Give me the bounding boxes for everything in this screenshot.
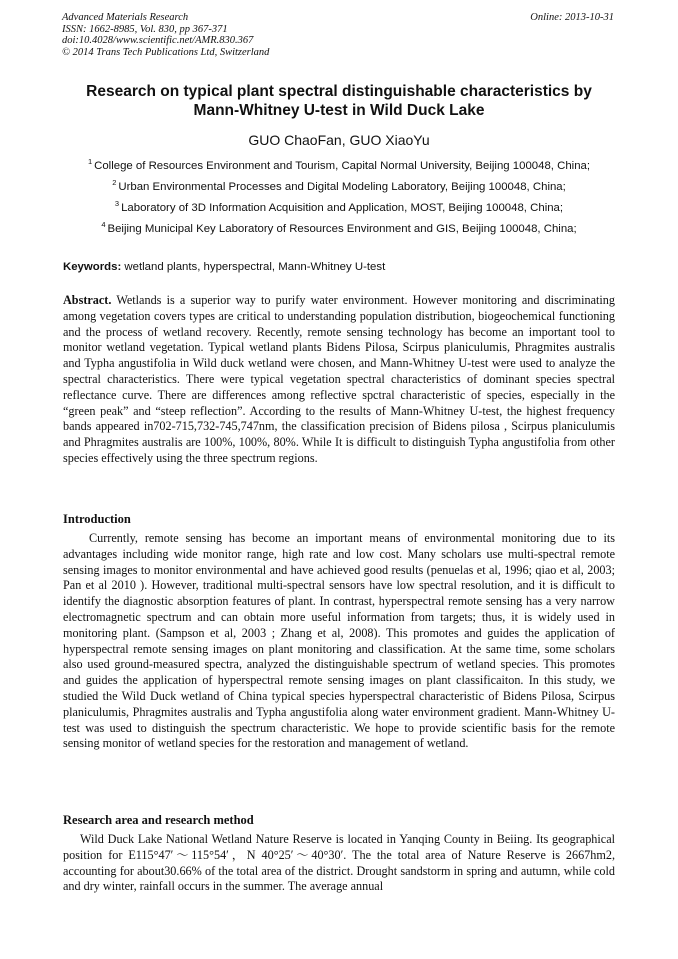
journal-header (62, 12, 422, 58)
keywords-label: Keywords: (63, 261, 122, 273)
affiliation-item (40, 219, 638, 240)
abstract-text: Wetlands is a superior way to purify water environment. However monitoring and discriminating among vegetation covers types are critical to understanding population distribution, biogeochemical functioning and the process of wetland recovery. Recently, remote sensing technology has become an important tool to monitor wetland vegetation. Typical wetland plants Bidens Pilosa, Scirpus planiculumis, Phragmites australis and Typha angustifolia in Wild duck wetland were chosen, and Mann-Whitney U-test were used to analyze the spectral characteristics. There were typical vegetation spectral characteristics of dominant species spectral reflectance curve. There are differences among reflective spctral characteristic of species, especially in the “green peak” and “steep reflection”. According to the results of Mann-Whitney U-test, the highest frequency bands appeared in702-715,732-745,747nm, the classification precision of Bidens pilosa , Scirpus planiculumis and Phragmites australis are 100%, 100%, 80%. While It is difficult to distinguish Typha angustifolia from other species effectively using the three spectrum regions. (63, 293, 615, 465)
research-area-heading: Research area and research method (63, 813, 254, 827)
abstract-label: Abstract. (63, 293, 112, 307)
online-date: Online: 2013-10-31 (530, 12, 614, 23)
affiliation-number: 2 (112, 178, 117, 187)
introduction-paragraph: Currently, remote sensing has become an important means of environmental monitoring due to its advantages including wide monitor range, high rate and low cost. Many scholars use multi-spectral remote sensing images to monitor environmental and have achieved good results (penuelas et al, 1996; qiao et al, 2003; Pan et al 2010 ). However, traditional multi-spectral sensors have low spectral resolution, and it is difficult to identify the diagnostic absorption features of plant. In contrast, hyperspectral remote sensing has a very narrow electromagnetic spectrum and can obtain more useful information from targets; thus, it is widely used in monitoring plant. (Sampson et al, 2003 ; Zhang et al, 2008). This promotes and guides the application of hyperspectral remote sensing images on plant monitoring and classification. At the same time, some scholars also used ground-measured spectra, analyzed the distinguishable spectrum of wetland species. This promotes and guides the application of hyperspectral remote sensing images on plant classificaiton. In this study, we studied the Wild Duck wetland of China typical species hyperspectral characteristic of Bidens Pilosa, Scirpus planiculumis, Phragmites australis and Typha angustifolia along water environment gradient. Mann-Whitney U-test was used to distinguish the spectrum characteristic. We hope to provide scientific basis for the remote sensing monitor of wetland species for the restoration and management of wetland. (63, 531, 615, 751)
paper-title: Research on typical plant spectral distinguishable characteristics by Mann-Whitney U-test in Wild Duck Lake (86, 83, 592, 119)
issn-line: ISSN: 1662-8985, Vol. 830, pp 367-371 (62, 23, 228, 35)
abstract-paragraph (63, 293, 615, 467)
affiliation-text: Laboratory of 3D Information Acquisition and Application, MOST, Beijing 100048, China; (121, 202, 564, 214)
author-list: GUO ChaoFan, GUO XiaoYu (248, 132, 430, 148)
affiliation-number: 3 (114, 199, 120, 208)
affiliation-text: College of Resources Environment and Tourism, Capital Normal University, Beijing 100048, China; (94, 160, 591, 172)
affiliation-text: Urban Environmental Processes and Digital Modeling Laboratory, Beijing 100048, China; (118, 181, 566, 193)
keywords-line (63, 261, 617, 273)
affiliation-item (40, 177, 638, 198)
research-area-paragraph: Wild Duck Lake National Wetland Nature Reserve is located in Yanqing County in Beiing. Its geographical position for E115°47′～115°54′，N 40°25′～40°30′. The the total area of Nature Reserve is 2667hm2, accounting for about30.66% of the total area of the district. Drought sandstorm in spring and autumn, while cold and dry winter, rainfall occurs in the summer. The average annual (63, 832, 615, 894)
copyright-line: © 2014 Trans Tech Publications Ltd, Switzerland (62, 46, 270, 58)
affiliation-list (40, 156, 638, 240)
journal-name: Advanced Materials Research (62, 12, 189, 23)
keywords-text: wetland plants, hyperspectral, Mann-Whitney U-test (121, 261, 386, 273)
affiliation-number: 4 (101, 220, 106, 229)
introduction-heading: Introduction (63, 512, 131, 526)
affiliation-item (40, 156, 638, 177)
doi-line: doi:10.4028/www.scientific.net/AMR.830.367 (62, 35, 254, 46)
affiliation-text: Beijing Municipal Key Laboratory of Resources Environment and GIS, Beijing 100048, China; (107, 223, 577, 235)
affiliation-item (40, 198, 638, 219)
affiliation-number: 1 (87, 157, 93, 166)
